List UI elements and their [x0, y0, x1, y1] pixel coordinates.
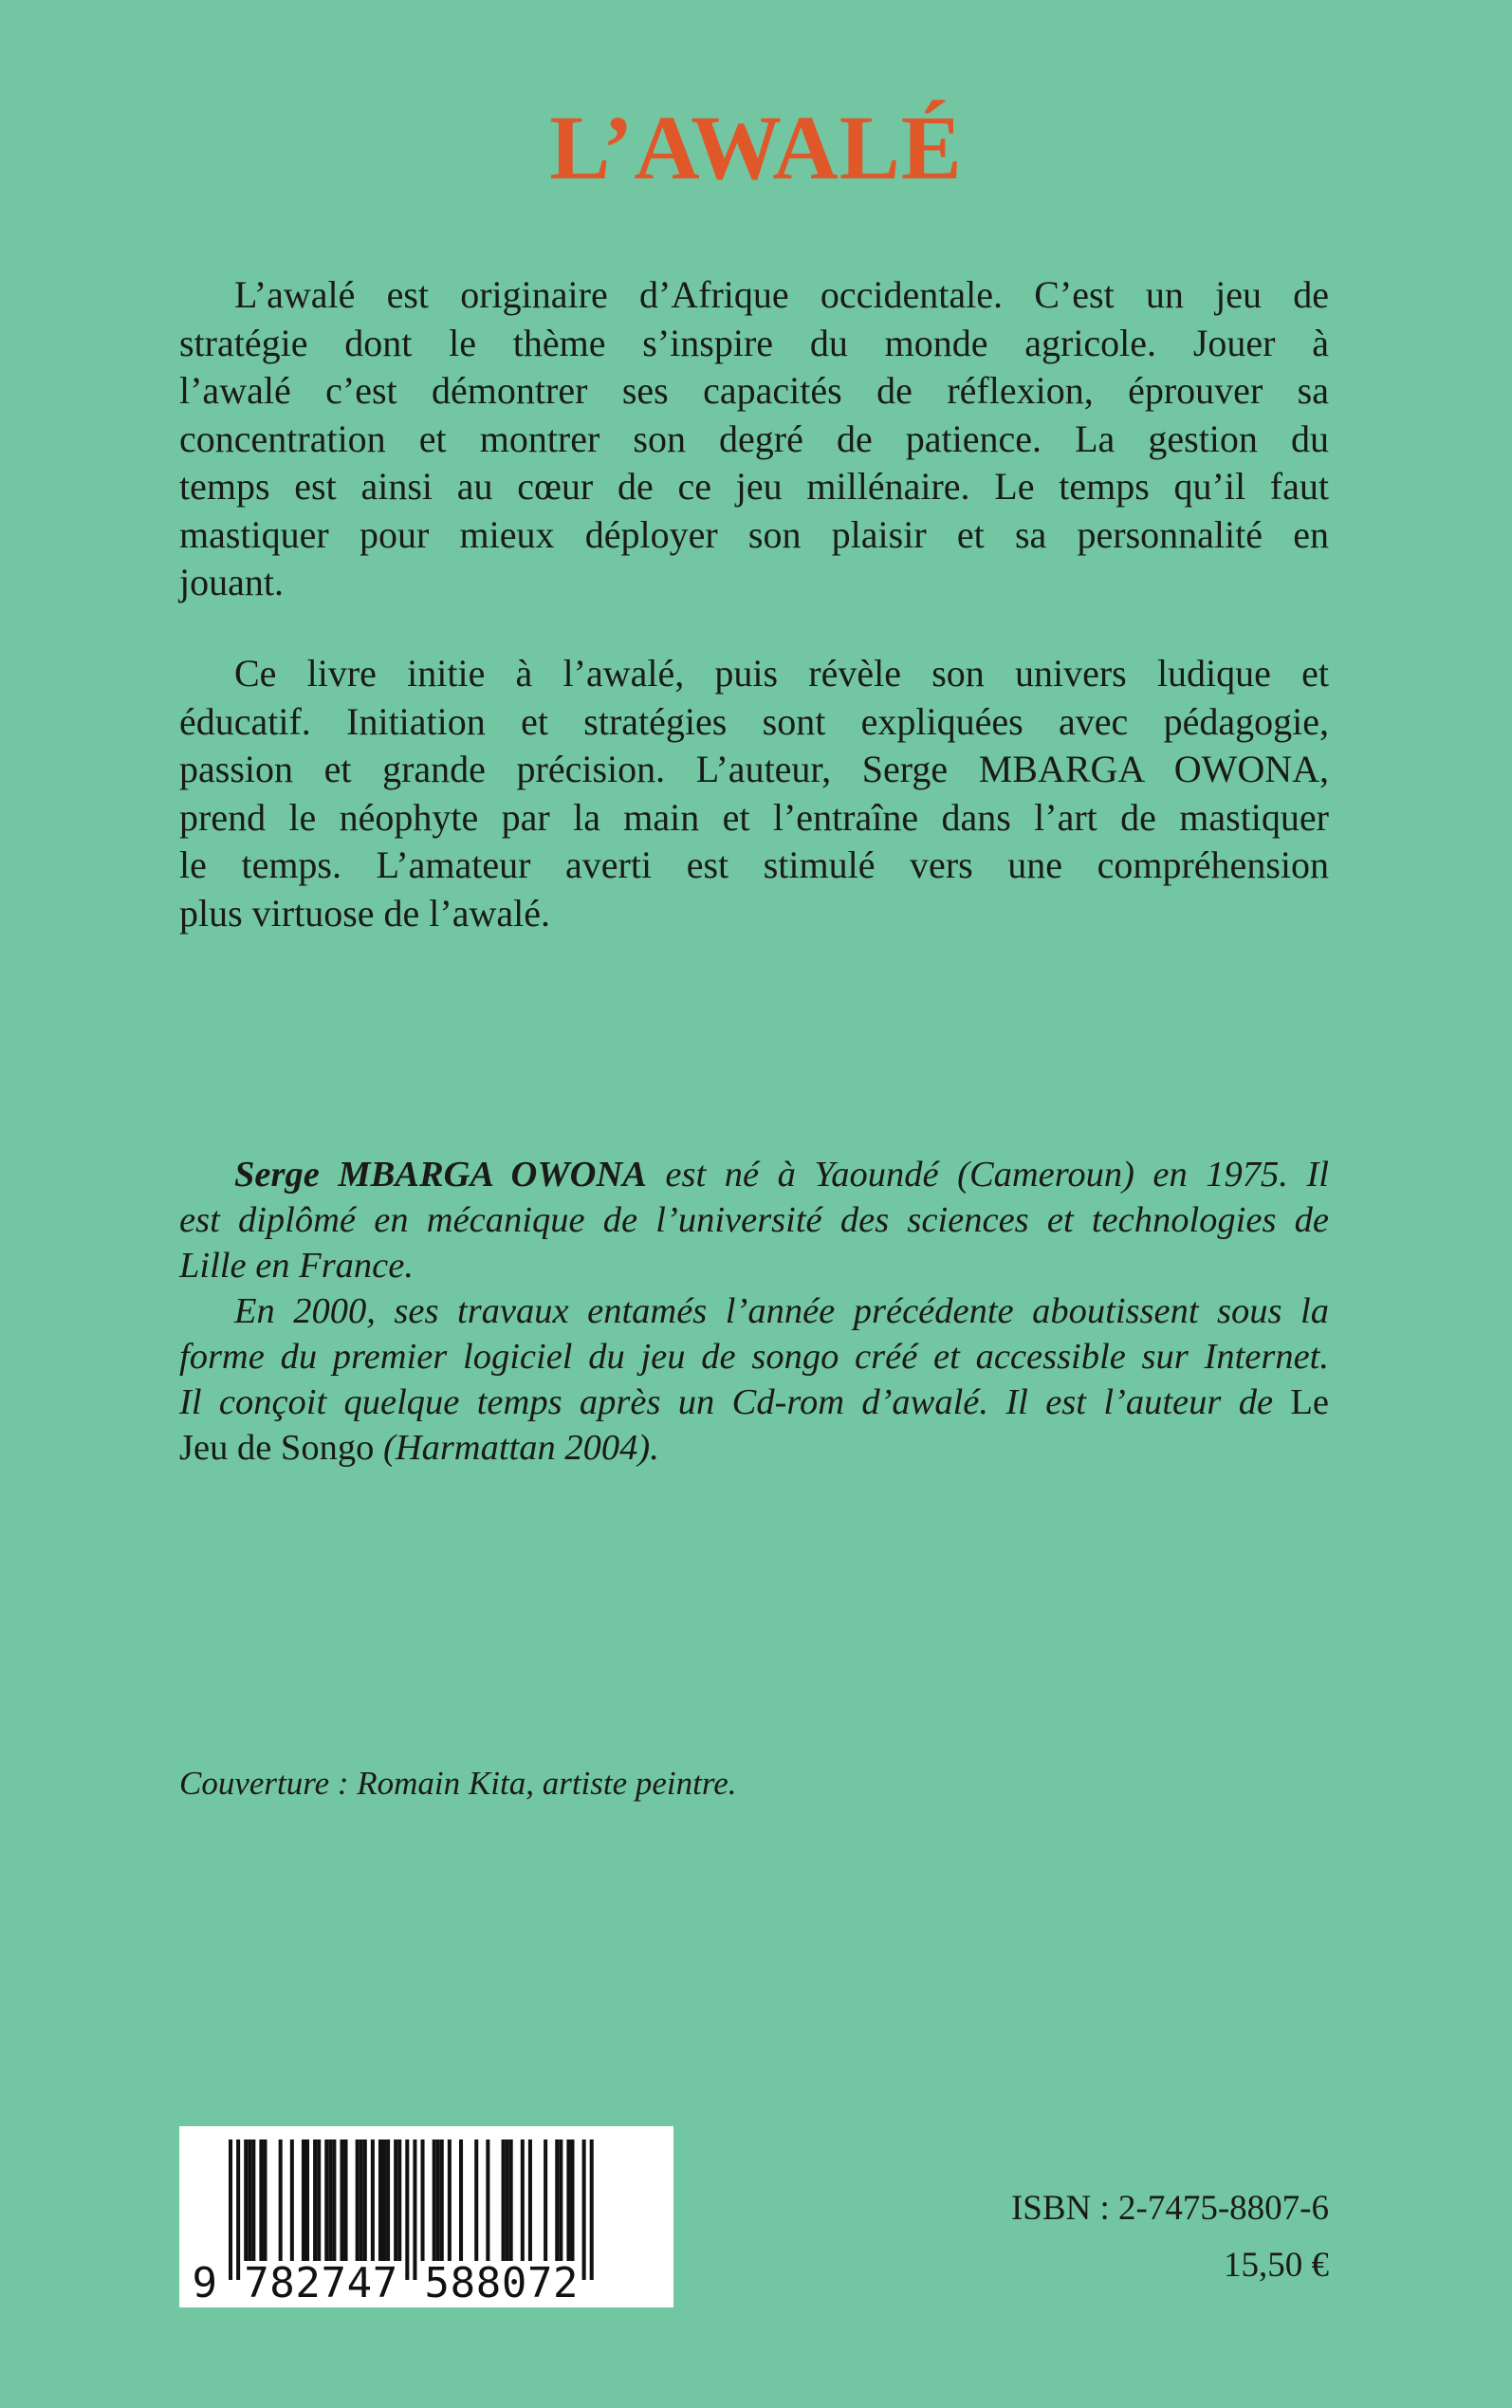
barcode-bar: [448, 2139, 452, 2261]
text-line: jouant.: [179, 561, 284, 603]
description-paragraph-1: [179, 271, 1329, 607]
barcode-bar: [570, 2139, 574, 2261]
barcode-bar: [486, 2139, 489, 2261]
barcode-bar: [328, 2139, 332, 2261]
bio-line: est diplômé en mécanique de l’université des sciences et technologies de: [179, 1200, 1329, 1240]
barcode-bar: [244, 2139, 248, 2261]
text-line: le temps. L’amateur averti est stimulé vers une compréhension: [179, 843, 1329, 886]
barcode-bar: [378, 2139, 382, 2261]
barcode-bar: [582, 2139, 586, 2280]
bio-line: Il conçoit quelque temps après un Cd-rom d’awalé. Il est l’auteur de Le: [179, 1382, 1329, 1422]
isbn-barcode: [179, 2126, 673, 2307]
barcode-bar: [332, 2139, 336, 2261]
text-line: concentration et montrer son degré de patience. La gestion du: [179, 417, 1329, 460]
barcode-bar: [340, 2139, 343, 2261]
text-line: stratégie dont le thème s’inspire du monde agricole. Jouer à: [179, 321, 1329, 364]
text-line: éducatif. Initiation et stratégies sont expliquées avec pédagogie,: [179, 699, 1329, 743]
barcode-bar: [263, 2139, 267, 2261]
barcode-bar: [502, 2139, 506, 2261]
barcode-bar: [302, 2139, 305, 2261]
barcode-left-digits: 782747: [244, 2259, 398, 2307]
barcode-bar: [397, 2139, 401, 2261]
bio-line: Lille en France.: [179, 1246, 414, 1286]
barcode-bar: [324, 2139, 328, 2261]
author-name: Serge MBARGA OWONA: [234, 1155, 647, 1195]
text-line: L’awalé est originaire d’Afrique occidentale. C’est un jeu de: [234, 273, 1329, 316]
text-line: plus virtuose de l’awalé.: [179, 891, 550, 935]
barcode-bar: [248, 2139, 251, 2261]
barcode-bar: [313, 2139, 317, 2261]
barcode-bar: [363, 2139, 367, 2261]
barcode-bar: [356, 2139, 360, 2261]
barcode-bar: [360, 2139, 363, 2261]
barcode-bar: [590, 2139, 594, 2280]
text-line: passion et grande précision. L’auteur, Serge MBARGA OWONA,: [179, 748, 1329, 790]
barcode-right-digits: 588072: [424, 2259, 579, 2307]
barcode-bar: [544, 2139, 547, 2261]
barcode-bar: [521, 2139, 525, 2261]
barcode-bar: [405, 2139, 409, 2280]
book-reference: Jeu de Songo: [179, 1428, 375, 1468]
barcode-bar: [251, 2139, 255, 2261]
barcode-bar: [371, 2139, 375, 2261]
barcode-bar: [305, 2139, 309, 2261]
barcode-bar: [474, 2139, 478, 2261]
barcode-bar: [555, 2139, 559, 2261]
barcode-bar: [413, 2139, 416, 2280]
text-line: prend le néophyte par la main et l’entraîne dans l’art de mastiquer: [179, 795, 1329, 839]
barcode-bar: [386, 2139, 390, 2261]
cover-credit: Couverture : Romain Kita, artiste peintre.: [179, 1765, 737, 1802]
book-title: L’AWALÉ: [549, 97, 963, 198]
barcode-bar: [344, 2139, 348, 2261]
text-line: Ce livre initie à l’awalé, puis révèle son univers ludique et: [234, 652, 1329, 695]
bio-line: Serge MBARGA OWONA est né à Yaoundé (Cameroun) en 1975. Il: [234, 1155, 1329, 1195]
barcode-bar: [394, 2139, 397, 2261]
book-reference: Le: [1290, 1382, 1329, 1422]
description-paragraph-2: [179, 650, 1329, 937]
barcode-bar: [236, 2139, 240, 2280]
barcode-bar: [279, 2139, 283, 2261]
barcode-graphic: [179, 2126, 673, 2307]
barcode-bar: [528, 2139, 532, 2261]
text-line: temps est ainsi au cœur de ce jeu millénaire. Le temps qu’il faut: [179, 465, 1329, 508]
barcode-bar: [440, 2139, 444, 2261]
barcode-bar: [436, 2139, 440, 2261]
bio-line: En 2000, ses travaux entamés l’année précédente aboutissent sous la: [234, 1291, 1329, 1331]
author-bio: [179, 1152, 1329, 1471]
barcode-bar: [509, 2139, 513, 2261]
barcode-bar: [433, 2139, 436, 2261]
bio-line: Jeu de Songo (Harmattan 2004).: [179, 1428, 659, 1468]
text-line: l’awalé c’est démontrer ses capacités de réflexion, éprouver sa: [179, 369, 1329, 412]
barcode-bar: [382, 2139, 386, 2261]
barcode-bar: [559, 2139, 562, 2261]
isbn-number: ISBN : 2-7475-8807-6: [1010, 2189, 1329, 2228]
barcode-bar: [421, 2139, 425, 2261]
text-line: mastiquer pour mieux déployer son plaisir et sa personnalité en: [179, 512, 1329, 556]
barcode-first-digit: 9: [192, 2259, 217, 2307]
barcode-bar: [317, 2139, 321, 2261]
price: 15,50 €: [1224, 2246, 1329, 2285]
barcode-bar: [506, 2139, 509, 2261]
barcode-bar: [259, 2139, 263, 2261]
barcode-bar: [290, 2139, 294, 2261]
barcode-bar: [229, 2139, 232, 2280]
barcode-bar: [459, 2139, 463, 2261]
barcode-bar: [566, 2139, 570, 2261]
bio-line: forme du premier logiciel du jeu de songo créé et accessible sur Internet.: [179, 1337, 1329, 1377]
